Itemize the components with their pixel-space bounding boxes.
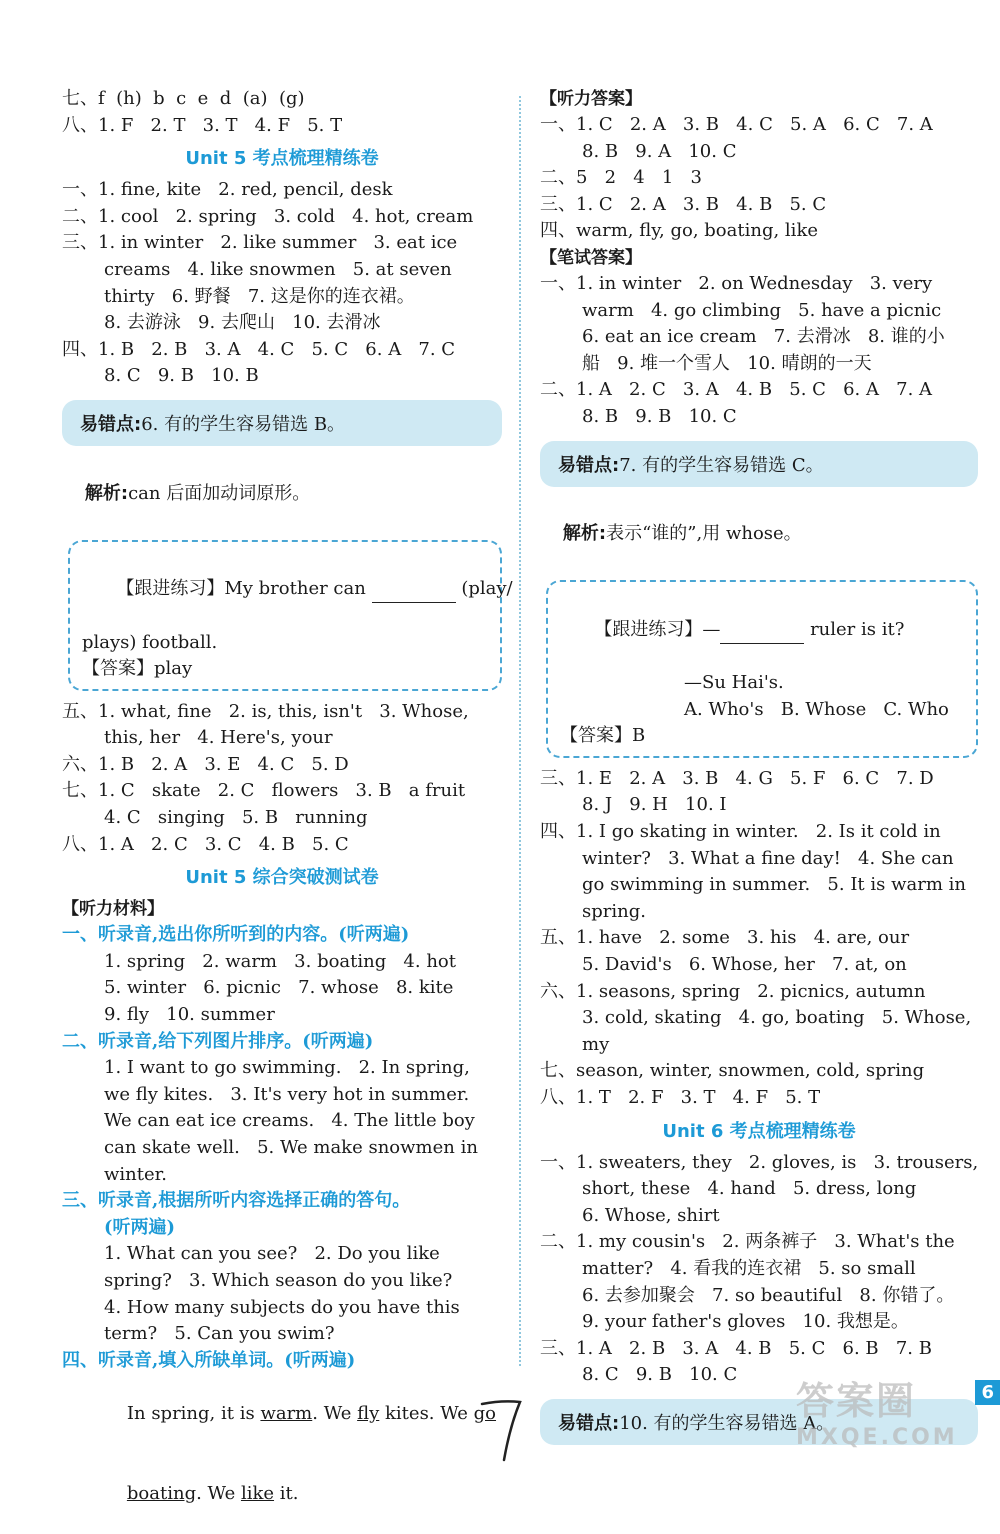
error-tip-text: 10. 有的学生容易错选 A。 [619, 1412, 835, 1434]
follow-up-answer: 【答案】play [82, 658, 193, 680]
answer-line: 5. David's 6. Whose, her 7. at, on [582, 954, 907, 976]
section-heading: Unit 6 考点梳理精练卷 [662, 1120, 856, 1142]
answer-line: 1. I want to go swimming. 2. In spring, [104, 1057, 470, 1079]
watermark-text: 答案圈 [796, 1379, 917, 1423]
answer-line: 9. your father's gloves 10. 我想是。 [582, 1311, 909, 1333]
answer-line: 五、1. have 2. some 3. his 4. are, our [540, 927, 910, 949]
answer-line: 8. 去游泳 9. 去爬山 10. 去滑冰 [104, 312, 381, 334]
answer-line: 9. fly 10. summer [104, 1004, 275, 1026]
error-tip-label: 易错点: [80, 413, 142, 435]
answer-line: my [582, 1033, 610, 1055]
analysis-label: 解析: [84, 482, 129, 504]
answer-line: 七、f (h) b c e d (a) (g) [62, 88, 305, 109]
answer-line: 八、1. T 2. F 3. T 4. F 5. T [540, 1087, 821, 1108]
handwritten-mark [478, 1398, 528, 1464]
error-tip-banner [540, 441, 978, 487]
answer-line: this, her 4. Here's, your [104, 727, 333, 749]
follow-up-text: 【跟进练习】— [594, 618, 721, 640]
question-title: (听两遍) [104, 1216, 176, 1238]
answer-line: 一、1. C 2. A 3. B 4. C 5. A 6. C 7. A [540, 114, 933, 135]
answer-line: 三、1. in winter 2. like summer 3. eat ice [62, 232, 458, 254]
follow-up-question [560, 590, 964, 670]
follow-up-text: (play/ [461, 578, 513, 600]
answer-line: 船 9. 堆一个雪人 10. 晴朗的一天 [582, 352, 872, 374]
follow-up-text: 【跟进练习】My brother can [116, 578, 366, 600]
error-tip-text: 6. 有的学生容易错选 B。 [141, 413, 346, 435]
answer-line: 三、1. E 2. A 3. B 4. G 5. F 6. C 7. D [540, 767, 934, 789]
filled-word: boating [126, 1482, 197, 1504]
answer-line: 6. Whose, shirt [582, 1204, 720, 1226]
fill-text: . We [312, 1402, 358, 1424]
analysis-line [62, 454, 502, 534]
answer-line: 一、1. in winter 2. on Wednesday 3. very [540, 272, 933, 294]
watermark-logo [796, 1370, 996, 1460]
answer-blank [372, 584, 456, 603]
answer-line: 6. 去参加聚会 7. so beautiful 8. 你错了。 [582, 1284, 955, 1306]
answer-line: winter. [104, 1163, 167, 1185]
follow-up-text: ruler is it? [810, 618, 905, 640]
fill-text: In spring, it is [126, 1402, 261, 1424]
answer-line: We can eat ice creams. 4. The little boy [104, 1110, 475, 1132]
answer-line: warm 4. go climbing 5. have a picnic [582, 299, 942, 321]
answer-line: 二、1. my cousin's 2. 两条裤子 3. What's the [540, 1231, 955, 1253]
answer-line: 二、1. cool 2. spring 3. cold 4. hot, cream [62, 205, 474, 227]
answer-line: short, these 4. hand 5. dress, long [582, 1178, 917, 1200]
answer-line: 8. J 9. H 10. I [582, 794, 727, 816]
answer-line: 4. How many subjects do you have this [104, 1296, 460, 1318]
answer-line: thirty 6. 野餐 7. 这是你的连衣裙。 [104, 285, 415, 307]
subsection-tag: 【听力答案】 [540, 89, 642, 109]
answer-line: 8. C 9. B 10. B [104, 365, 259, 387]
answer-line: 八、1. F 2. T 3. T 4. F 5. T [62, 114, 343, 136]
answer-line: 四、warm, fly, go, boating, like [540, 220, 818, 242]
answer-line: winter? 3. What a fine day! 4. She can [582, 847, 954, 869]
answer-line: 1. What can you see? 2. Do you like [104, 1243, 440, 1265]
section-heading: Unit 5 考点梳理精练卷 [185, 148, 379, 170]
answer-line: 二、1. A 2. C 3. A 4. B 5. C 6. A 7. A [540, 379, 933, 401]
answer-line: 一、1. fine, kite 2. red, pencil, desk [62, 179, 393, 201]
answer-line: spring. [582, 900, 646, 922]
answer-line: we fly kites. 3. It's very hot in summer. [104, 1083, 470, 1105]
column-divider [519, 96, 521, 1366]
question-title: 二、听录音,给下列图片排序。(听两遍) [62, 1030, 374, 1052]
section-heading: Unit 5 综合突破测试卷 [185, 867, 379, 889]
subsection-tag: 【笔试答案】 [540, 247, 642, 268]
answer-line: matter? 4. 看我的连衣裙 5. so small [582, 1257, 916, 1279]
question-title: 四、听录音,填入所缺单词。(听两遍) [62, 1349, 356, 1371]
answer-line: creams 4. like snowmen 5. at seven [104, 258, 452, 280]
answer-line: 六、1. B 2. A 3. E 4. C 5. D [62, 753, 349, 775]
filled-word: warm [260, 1402, 313, 1424]
answer-line: 一、1. sweaters, they 2. gloves, is 3. trousers, [540, 1151, 979, 1173]
follow-up-options: A. Who's B. Whose C. Who [684, 698, 949, 720]
answer-line: 5. winter 6. picnic 7. whose 8. kite [104, 977, 454, 999]
error-tip-label: 易错点: [558, 454, 620, 476]
filled-word: fly [357, 1402, 380, 1424]
answer-line: term? 5. Can you swim? [104, 1323, 335, 1345]
answer-line: 3. cold, skating 4. go, boating 5. Whose, [582, 1007, 972, 1029]
answer-line: 1. spring 2. warm 3. boating 4. hot [104, 950, 456, 972]
right-column [540, 86, 978, 1453]
left-column [62, 86, 513, 1534]
follow-up-box [68, 540, 513, 691]
follow-up-box [546, 580, 978, 758]
answer-line: 五、1. what, fine 2. is, this, isn't 3. Whose, [62, 700, 469, 722]
page-number: 6 [975, 1380, 1000, 1405]
fill-line [62, 1454, 502, 1534]
error-tip-text: 7. 有的学生容易错选 C。 [619, 454, 824, 476]
answer-line: 6. eat an ice cream 7. 去滑冰 8. 谁的小 [582, 326, 945, 348]
fill-text: . We [196, 1482, 241, 1504]
answer-line: 八、1. A 2. C 3. C 4. B 5. C [62, 833, 349, 855]
answer-line: 4. C singing 5. B running [104, 807, 368, 829]
answer-line: 四、1. I go skating in winter. 2. Is it cold in [540, 821, 941, 843]
fill-text: kites. We [379, 1402, 474, 1424]
analysis-text: can 后面加动词原形。 [128, 482, 311, 504]
answer-line: 四、1. B 2. B 3. A 4. C 5. C 6. A 7. C [62, 338, 456, 360]
answer-line: 七、season, winter, snowmen, cold, spring [540, 1060, 925, 1082]
filled-word: like [240, 1482, 275, 1504]
follow-up-question: —Su Hai's. [684, 672, 784, 694]
answer-line: go swimming in summer. 5. It is warm in [582, 874, 966, 896]
error-tip-banner [62, 400, 502, 446]
answer-line: 六、1. seasons, spring 2. picnics, autumn [540, 980, 926, 1002]
fill-text: it. [274, 1482, 299, 1504]
analysis-text: 表示“谁的”,用 whose。 [606, 523, 802, 545]
answer-line: 8. B 9. B 10. C [582, 405, 737, 427]
answer-line: 三、1. A 2. B 3. A 4. B 5. C 6. B 7. B [540, 1337, 932, 1359]
watermark-url: MXQE.COM [796, 1425, 958, 1450]
error-tip-label: 易错点: [558, 1412, 620, 1434]
follow-up-answer: 【答案】B [560, 725, 646, 747]
answer-line: 三、1. C 2. A 3. B 4. B 5. C [540, 193, 827, 215]
follow-up-question: plays) football. [82, 631, 218, 653]
answer-line: 二、5 2 4 1 3 [540, 167, 702, 189]
subsection-tag: 【听力材料】 [62, 899, 164, 920]
answer-line: 七、1. C skate 2. C flowers 3. B a fruit [62, 780, 466, 802]
answer-line: can skate well. 5. We make snowmen in [104, 1137, 478, 1158]
answer-blank [720, 625, 804, 644]
question-title: 一、听录音,选出你所听到的内容。(听两遍) [62, 924, 410, 946]
answer-line: 8. C 9. B 10. C [582, 1364, 738, 1386]
analysis-label: 解析: [562, 523, 607, 545]
follow-up-question [82, 550, 513, 630]
question-title: 三、听录音,根据所听内容选择正确的答句。 [62, 1190, 411, 1212]
answer-line: spring? 3. Which season do you like? [104, 1269, 453, 1291]
answer-line: 8. B 9. A 10. C [582, 140, 737, 162]
fill-line [62, 1374, 502, 1454]
analysis-line [540, 495, 978, 575]
filled-word: go [473, 1402, 497, 1424]
